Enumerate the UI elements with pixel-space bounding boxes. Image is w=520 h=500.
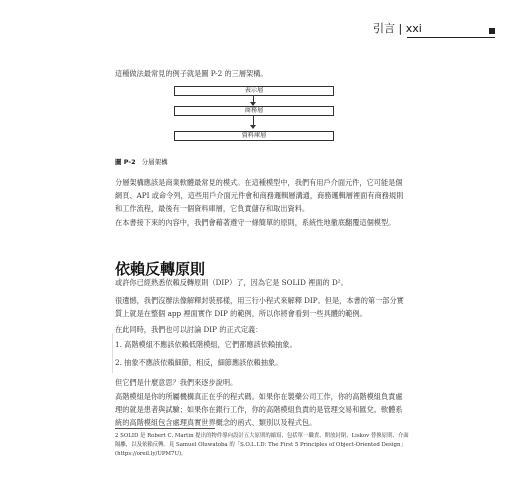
caption-label: 圖 P-2 (115, 158, 136, 166)
paragraph-dip-intro: 或許你已經熟悉依賴反轉原則（DIP）了，因為它是 SOLID 裡面的 D²。 (115, 278, 348, 287)
section-title: 依賴反轉原則 (115, 260, 206, 278)
header-text: 引言 | xxi (373, 22, 422, 35)
layered-architecture-diagram (174, 86, 334, 148)
figure-caption (115, 157, 168, 166)
paragraph-high-level: 高階模組是你的所屬機構真正在乎的程式碼。如果你在製藥公司工作，你的高階模組負責處理的就是患者與試驗；如果你在銀行工作，你的高階模組負責的是管理交易和匯兌。軟體系統的高階模組包含處理真實世界概念的函式、類別以及程式包。 (115, 392, 403, 427)
header-rule (407, 37, 495, 38)
caption-title: 分層架構 (141, 158, 168, 166)
intro-paragraph: 這種做法最常見的例子就是圖 P-2 的三層架構。 (115, 69, 268, 78)
footnote: 2 SOLID 是 Robert C. Martin 提出的物件導向設計五大原則的縮寫，包括單一職責、開放封閉、Liskov 替換原則、介面隔離，以及依賴反轉。見 Samuel Oluwatoba 的「S.O.L.I.D: The First 5 Principles of Object-Oriented Design」(https://oreil.ly/UPM7U)。 (115, 433, 409, 457)
paragraph-dip-explain: 很遺憾，我們沒辦法像解釋封裝那樣，用三行小程式來解釋 DIP。但是，本書的第一部分實質上就是在整個 app 裡面實作 DIP 的範例，所以你將會看到一些具體的範例。 (115, 296, 404, 318)
paragraph-question: 但它們是什麼意思？我們來逐步說明。 (115, 378, 238, 387)
paragraph-remaining: 在本書接下來的內容中，我們會藉著遵守一條簡單的原則，系統性地徹底翻覆這個模型。 (115, 218, 396, 227)
layer-box-presentation: 表示層 (174, 86, 334, 96)
arrow-down-icon (250, 125, 256, 129)
layer-box-business: 商務層 (174, 106, 334, 116)
page-header (373, 20, 495, 38)
paragraph-layered: 分層架構應該是商業軟體最常見的模式。在這種模型中，我們有用戶介面元件，它可能是個網頁、API 或命令列，這些用戶介面元件會和商務邏輯層溝通，商務邏輯層裡面有商務規則和工作流程，最後有一個資料庫層，它負責儲存和取出資料。 (115, 178, 404, 213)
paragraph-definition: 在此同時，我們也可以討論 DIP 的正式定義： (115, 325, 263, 334)
footnote-rule (115, 428, 215, 429)
layer-box-database: 資料庫層 (174, 131, 334, 141)
list-item: 2. 抽象不應該依賴細節，相反，細節應該依賴抽象。 (115, 358, 283, 367)
list-item: 1. 高階模組不應該依賴低階模組，它們都應該依賴抽象。 (115, 340, 297, 349)
header-marker (489, 28, 495, 34)
